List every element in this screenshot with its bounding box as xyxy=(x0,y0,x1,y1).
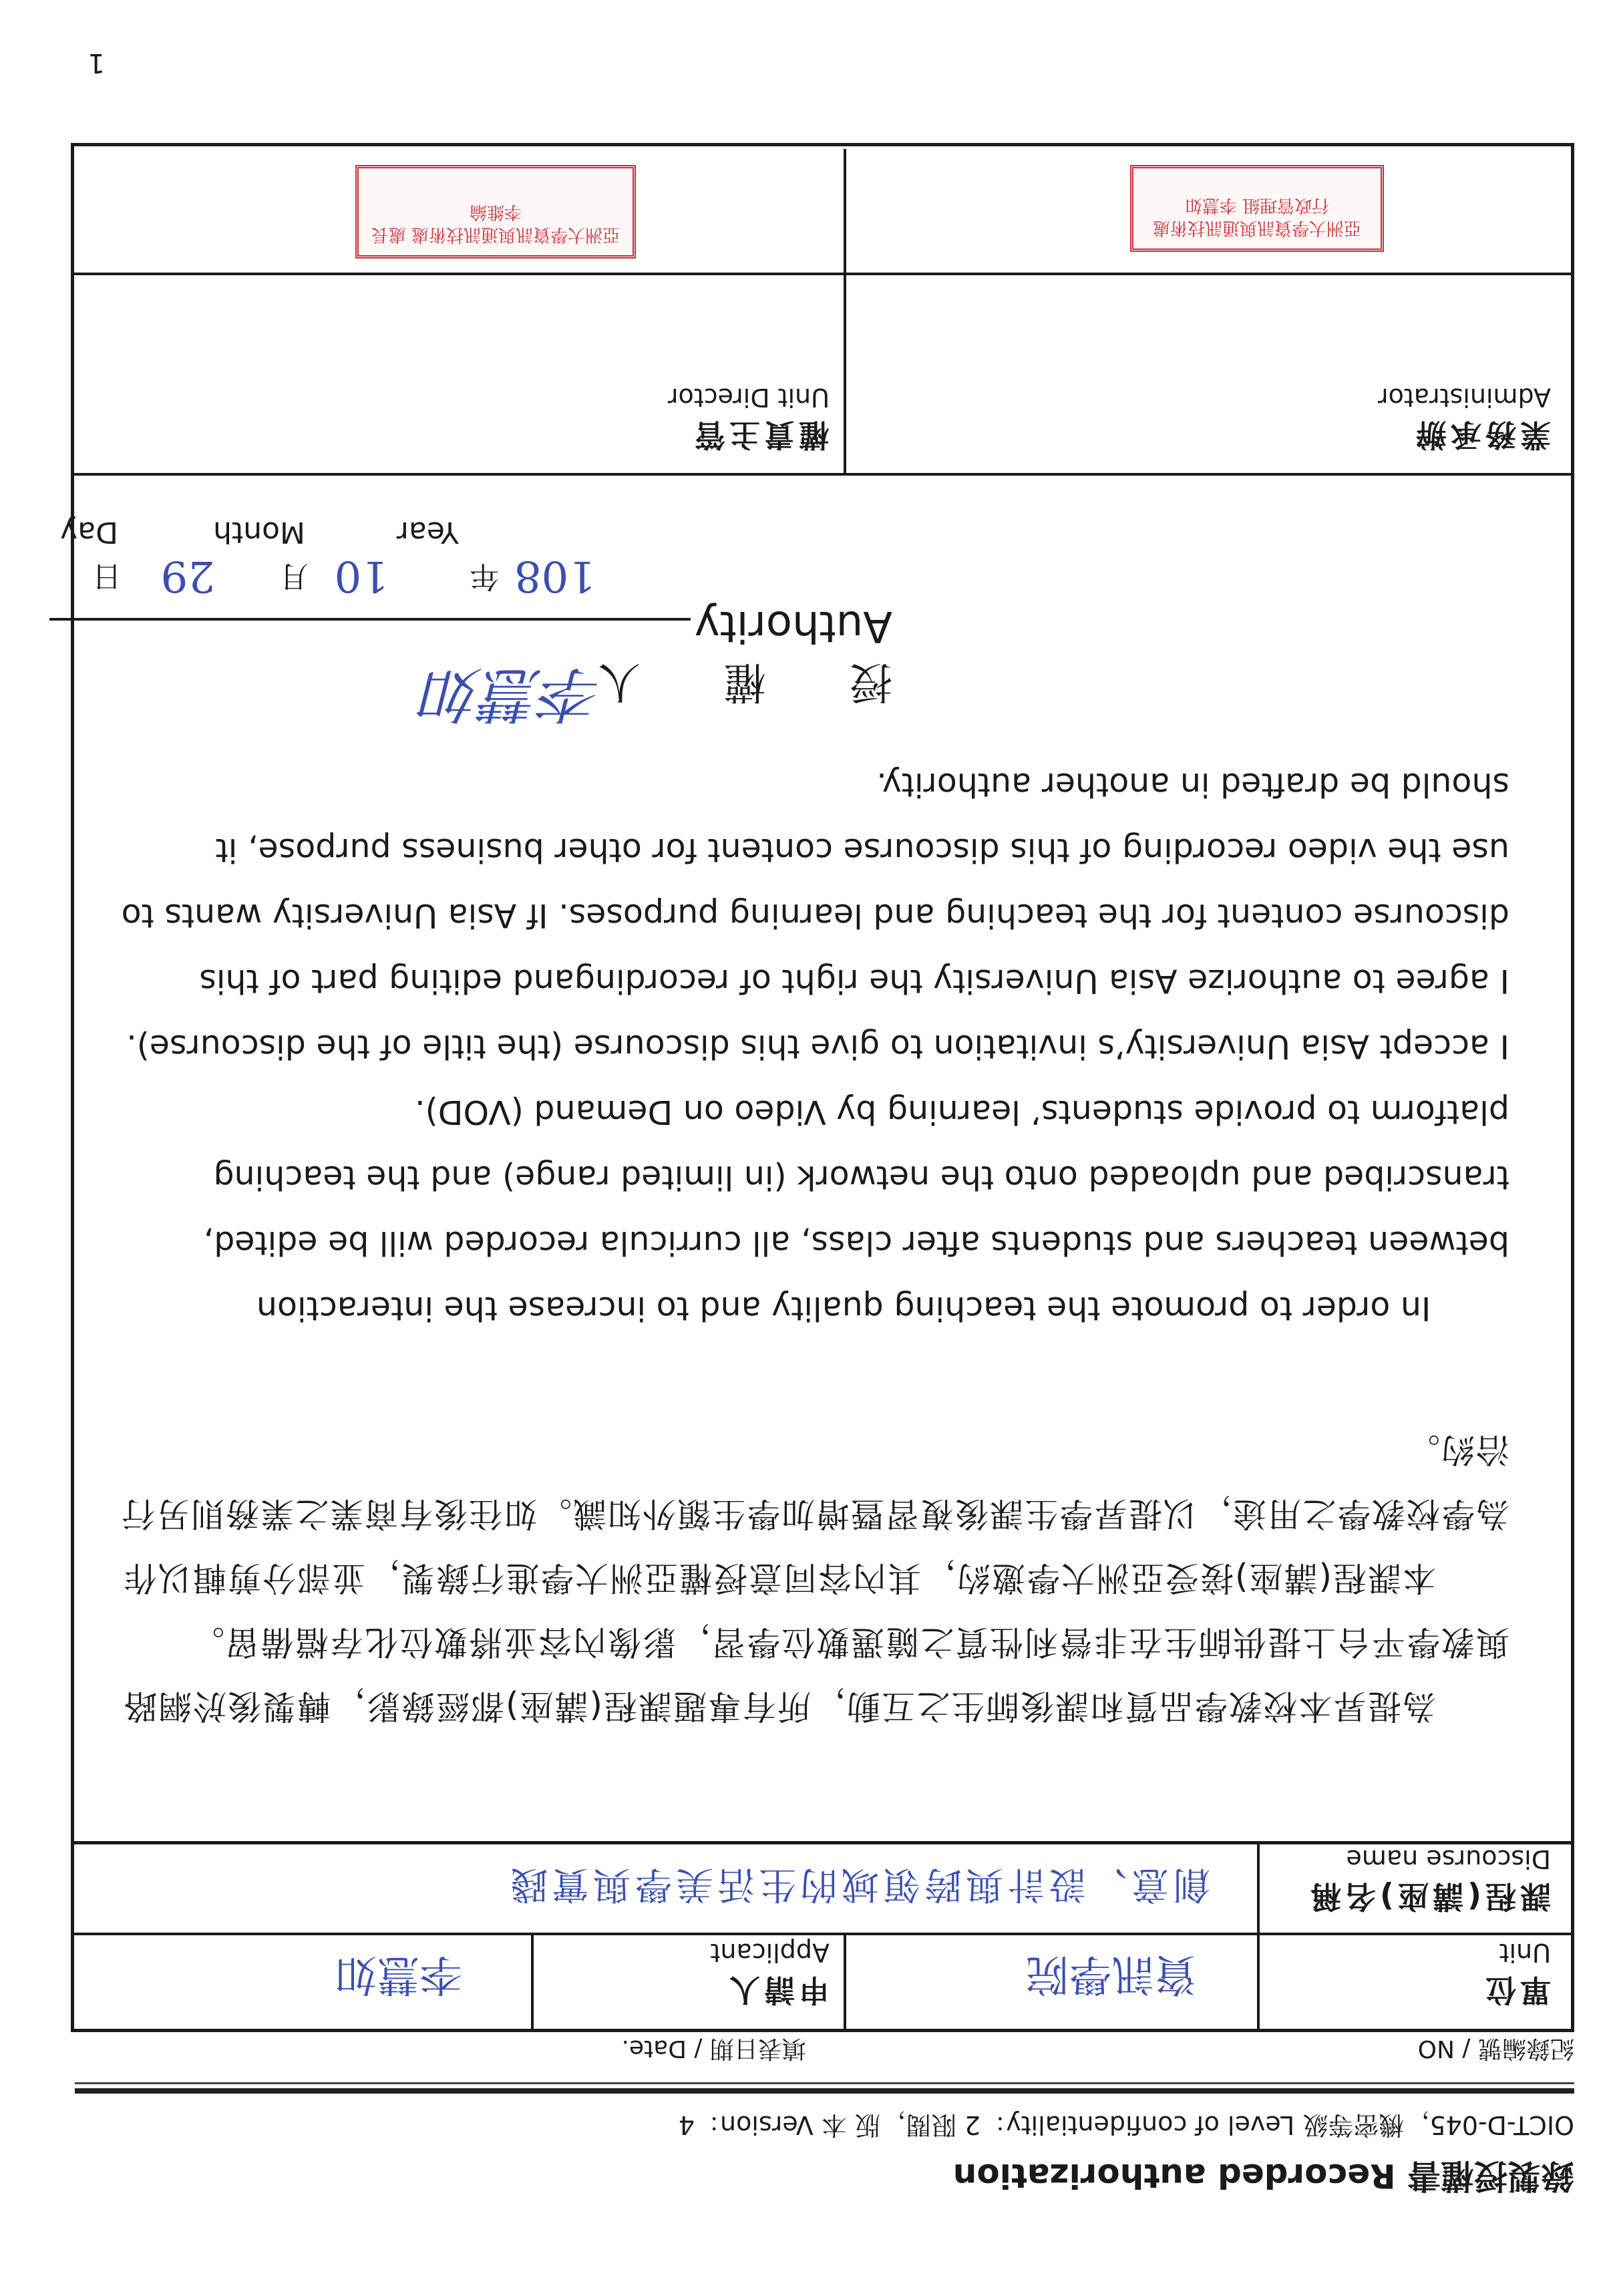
authority-signature[interactable]: 李慧如 xyxy=(422,659,602,729)
document-title xyxy=(953,2154,1574,2202)
unit-director-label-zh: 權責主管 xyxy=(691,417,830,453)
record-number-label: 紀錄編號 / NO xyxy=(1417,2035,1574,2062)
discourse-label-en: Discourse name xyxy=(1346,1844,1551,1874)
body-en-paragraph-2: I accept Asia University’s invitation to give this discourse (the title of the discourse). I agree to authorize Asia University the right of recordingand editing part of this discourse content for the teaching and learning purposes. If Asia University wants to use the video recording of this discourse content for other business purpose, it should be drafted in another authority. xyxy=(121,766,1509,1065)
body-zh-paragraph-2: 本課程(講座)接受亞洲大學邀約，其內容同意授權亞洲大學進行錄製，並部分剪輯以作為學校教學之用途，以提昇學生課後複習暨增加學生額外知識。如往後有商業之業務則另行洽約。 xyxy=(120,1430,1509,1597)
date-filled-row xyxy=(75,551,596,601)
date-year-zh: 年 xyxy=(470,559,499,593)
unit-label xyxy=(1481,1938,1551,2014)
row-divider-4 xyxy=(74,273,1571,275)
unit-director-stamp: 亞洲大學資訊與通訊技術處 處長 李維綸 xyxy=(355,165,636,259)
unit-director-label-en: Unit Director xyxy=(667,383,830,412)
unit-label-zh: 單位 xyxy=(1481,1972,1551,2008)
record-date-label: 填表日期 / Date. xyxy=(621,2035,806,2062)
unit-value[interactable]: 資訊學院 xyxy=(1026,1949,1197,1999)
body-en-paragraph-1: In order to promote the teaching quality and to increase the interaction between teachers and students after class, all curricula recorded will be edited, transcribed and uploaded onto the network (in limited range) and the teaching platform to provide students’ learning by Video on Demand (VOD). xyxy=(203,1093,1509,1327)
col-divider-applicant-value xyxy=(531,1935,534,2029)
form-meta-line: OICT-D-045，機密等級 Level of confidentiality：2 限閱，版 本 Version：4 xyxy=(678,2110,1574,2140)
administrator-label xyxy=(1378,383,1551,459)
col-divider-unit xyxy=(1257,1935,1260,2029)
header-rule-thin xyxy=(75,2082,1574,2084)
date-day-value[interactable]: 29 xyxy=(160,551,215,601)
authorization-form xyxy=(60,143,1574,2032)
body-chinese xyxy=(120,1418,1509,1738)
version-label: 版 本 Version xyxy=(720,2110,880,2140)
confidentiality-value: 2 限閱 xyxy=(905,2110,981,2140)
applicant-label-en: Applicant xyxy=(710,1938,830,1967)
col-divider-discourse xyxy=(1257,1844,1260,1935)
date-day-zh: 日 xyxy=(92,559,122,593)
administrator-label-en: Administrator xyxy=(1377,383,1551,412)
title-en: Recorded authorization xyxy=(952,2156,1396,2195)
authority-label-zh: 授 權 人 xyxy=(563,657,892,706)
administrator-stamp: 亞洲大學資訊與通訊技術處 行政管理組 李慧如 xyxy=(1130,165,1384,252)
header-rule-thick xyxy=(75,2088,1574,2094)
col-divider-approvals xyxy=(844,149,846,476)
date-month-zh: 月 xyxy=(279,559,309,593)
body-zh-paragraph-1: 為提昇本校教學品質和課後師生之互動，所有專題課程(講座)都經錄影，轉製後於網路與教學平台上提供師生在非營利性質之隨選數位學習，影像內容並將數位化存檔備留。 xyxy=(122,1623,1509,1726)
title-zh: 錄製授權書 xyxy=(1407,2156,1574,2195)
date-units-row xyxy=(45,509,459,549)
col-divider-applicant-label xyxy=(844,1935,846,2029)
discourse-value[interactable]: 創意、設計與跨領域的生活美學與實踐 xyxy=(506,1862,1210,1906)
discourse-label xyxy=(1306,1844,1551,1921)
unit-label-en: Unit xyxy=(1499,1938,1551,1967)
unit-director-label xyxy=(668,383,830,459)
applicant-label-zh: 申請人 xyxy=(725,1972,830,2008)
date-year-value[interactable]: 108 xyxy=(514,551,596,601)
row-divider-3 xyxy=(74,473,1571,476)
applicant-value[interactable]: 李慧如 xyxy=(334,1949,462,1999)
date-month-en: Month xyxy=(213,515,305,549)
discourse-label-zh: 課程(講座)名稱 xyxy=(1306,1878,1551,1915)
applicant-label xyxy=(710,1938,830,2014)
confidentiality-label: 機密等級 Level of confidentiality xyxy=(1006,2110,1405,2140)
row-divider-1 xyxy=(74,1933,1571,1935)
page-number: 1 xyxy=(87,47,105,78)
authority-label-en: Authority xyxy=(694,601,892,651)
version-value: 4 xyxy=(678,2110,695,2140)
date-year-en: Year xyxy=(396,515,459,549)
signature-underline xyxy=(49,618,691,621)
date-day-en: Day xyxy=(60,515,118,549)
date-month-value[interactable]: 10 xyxy=(334,551,389,601)
administrator-label-zh: 業務承辦 xyxy=(1412,417,1551,453)
body-english xyxy=(114,752,1509,1341)
form-code: OICT-D-045 xyxy=(1429,2110,1574,2140)
